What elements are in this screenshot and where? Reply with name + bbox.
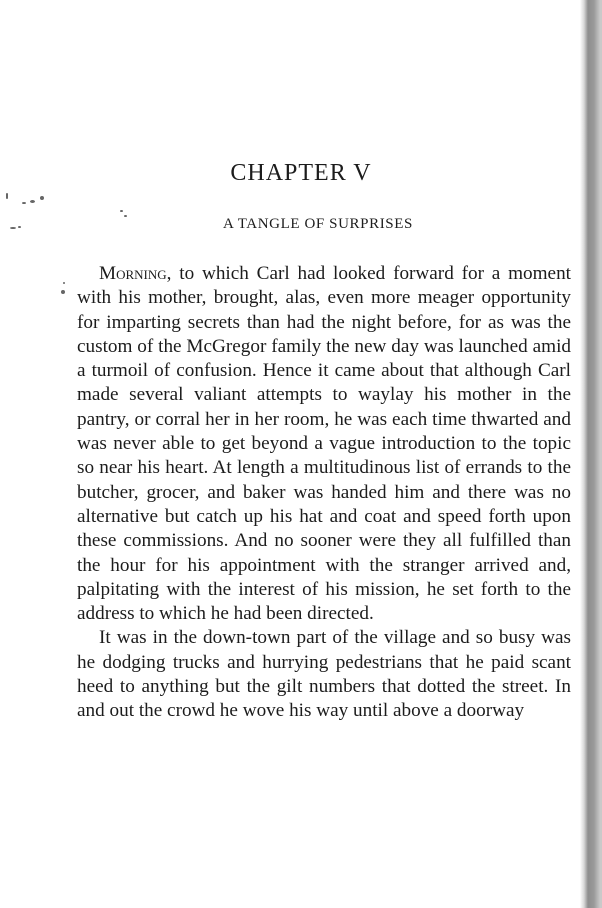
paragraph — [77, 262, 571, 626]
chapter-body — [77, 262, 571, 724]
chapter-title: CHAPTER V — [230, 160, 372, 186]
paragraph-text: It was in the down-town part of the village and so busy was he dodging trucks and hurrying pedestrians that he paid scant heed to anything but the gilt numbers that dotted the street. In and out the crowd he wove his way until above a doorway — [77, 627, 571, 722]
ink-speck — [22, 202, 26, 204]
drop-word-initial: M — [99, 263, 117, 284]
paragraph-text: , to which Carl had looked forward for a moment with his mother, brought, alas, even more meager opportunity for imparting secrets than had the night before, for as was the custom of the McGregor family the new day was launched amid a turmoil of confusion. Hence it came about that although Carl made several valiant attempts to waylay his mother in the pantry, or corral her in her room, he was each time thwarted and was never able to get beyond a vague introduction to the topic so near his heart. At length a multitudinous list of errands to the butcher, grocer, and baker was handed him and there was no alternative but catch up his hat and coat and speed forth upon these commissions. And no sooner were they all fulfilled than the hour for his appointment with the stranger arrived and, palpitating with the interest of his mission, he set forth to the address to which he had been directed. — [77, 263, 571, 625]
chapter-subtitle: A TANGLE OF SURPRISES — [223, 216, 413, 232]
ink-speck — [30, 200, 35, 203]
ink-speck — [61, 290, 65, 294]
paragraph — [77, 626, 571, 723]
ink-speck — [6, 193, 8, 199]
ink-speck — [63, 282, 65, 284]
page-edge-shadow — [580, 0, 602, 908]
drop-word-rest: orning — [116, 263, 167, 284]
ink-speck — [40, 196, 44, 200]
ink-speck — [120, 210, 123, 212]
